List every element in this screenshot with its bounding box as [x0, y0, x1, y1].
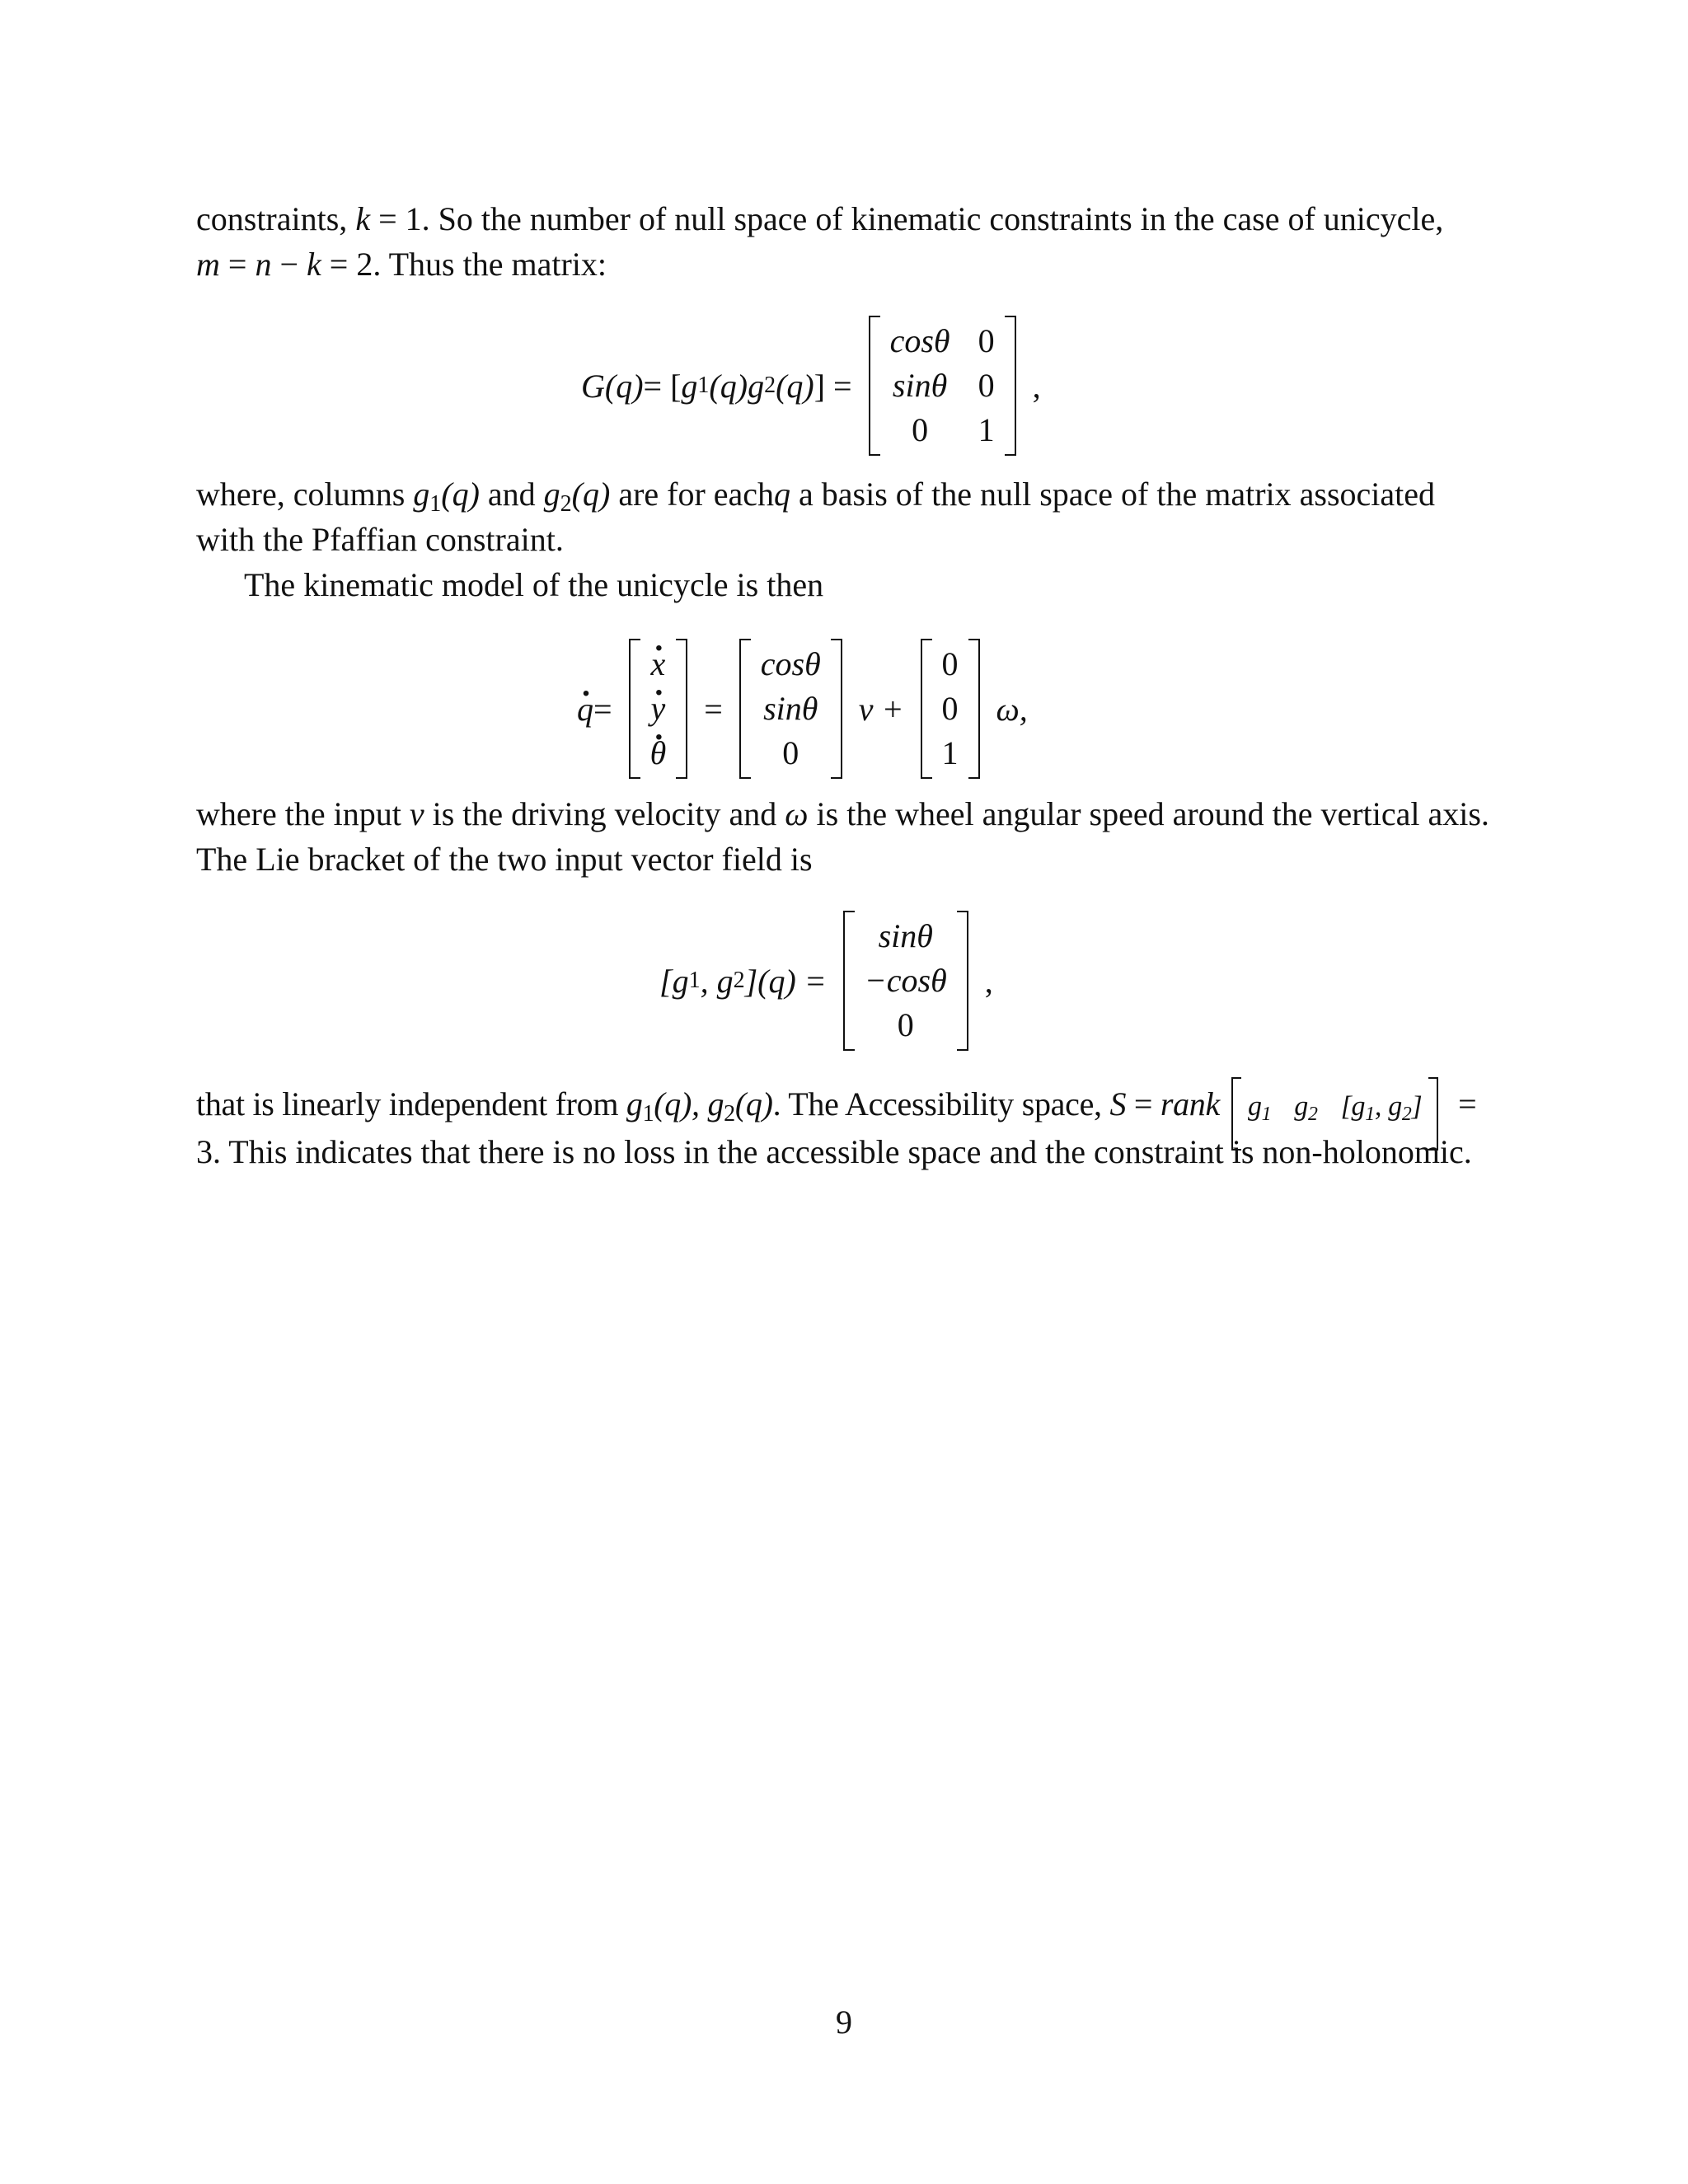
- text-line: where, columns $g_1(q)$ and $g_2(q)$ are for eachq a basis of the null space of the matrix associated: [196, 476, 1436, 517]
- vector-cell: cosθ: [760, 645, 821, 682]
- vector-cell: y .: [651, 687, 666, 731]
- text-line: where the input v is the driving velocity and ω is the wheel angular speed around the vertical axis.: [196, 795, 1489, 832]
- vector-cell: θ .: [650, 731, 667, 776]
- vector-cell: 0: [782, 734, 799, 771]
- text-line: The Lie bracket of the two input vector field is: [196, 841, 813, 878]
- paragraph-kinematic-intro: [244, 562, 1563, 607]
- vector-state-derivative: [621, 639, 696, 779]
- vector-cell: sinθ: [763, 690, 818, 727]
- text-line: m = n − k = 2. Thus the matrix:: [196, 246, 607, 283]
- equation-g-matrix: G (q) = [ g 1 (q) g 2 (q) ] = cosθ 0 sinθ 0 0 1 ,: [581, 316, 1041, 456]
- paragraph-accessibility: [196, 1081, 1614, 1174]
- vector-g2: [912, 639, 988, 779]
- matrix-cell: 0: [978, 367, 995, 404]
- text-line: The kinematic model of the unicycle is then: [244, 566, 824, 603]
- vector-lie-bracket: [835, 911, 977, 1051]
- matrix-cell: 1: [978, 411, 995, 448]
- equation-kinematic-model: q . = x . y . θ . = cosθ sinθ 0 v + 0 0 1 ω,: [577, 639, 1028, 779]
- text-line: constraints, k = 1. So the number of null space of kinematic constraints in the case of unicycle,: [196, 200, 1444, 237]
- matrix-g: [860, 316, 1025, 456]
- vector-cell: x .: [651, 642, 666, 687]
- vector-cell: 0: [941, 690, 959, 727]
- vector-cell: 1: [941, 734, 959, 771]
- matrix-cell: cosθ: [889, 322, 950, 359]
- vector-cell: −cosθ: [864, 962, 947, 999]
- text-line: that is linearly independent from $g_1(q)$, $g_2(q)$. The Accessibility space, S = rank $g_1$ $g_2$ [$g_1$, $g_2$] =: [196, 1081, 1614, 1129]
- matrix-cell: sinθ: [892, 367, 948, 404]
- paragraph-inputs: [196, 791, 1515, 882]
- matrix-cell: 0: [978, 322, 995, 359]
- matrix-cell: 0: [912, 411, 929, 448]
- rank-matrix: $g_1$ $g_2$ [$g_1$, $g_2$]: [1226, 1084, 1444, 1129]
- vector-cell: 0: [941, 645, 959, 682]
- text-line: 3. This indicates that there is no loss in the accessible space and the constraint is non-holonomic.: [196, 1133, 1472, 1170]
- text-line: with the Pfaffian constraint.: [196, 521, 564, 558]
- vector-cell: 0: [897, 1006, 914, 1043]
- vector-g1: [731, 639, 851, 779]
- page-number: 9: [836, 2004, 852, 2041]
- equation-lie-bracket: [g 1 , g 2 ](q) = sinθ −cosθ 0 ,: [659, 911, 993, 1051]
- paragraph-constraints: [196, 196, 1515, 287]
- vector-cell: sinθ: [878, 917, 933, 954]
- paragraph-columns: [196, 471, 1515, 562]
